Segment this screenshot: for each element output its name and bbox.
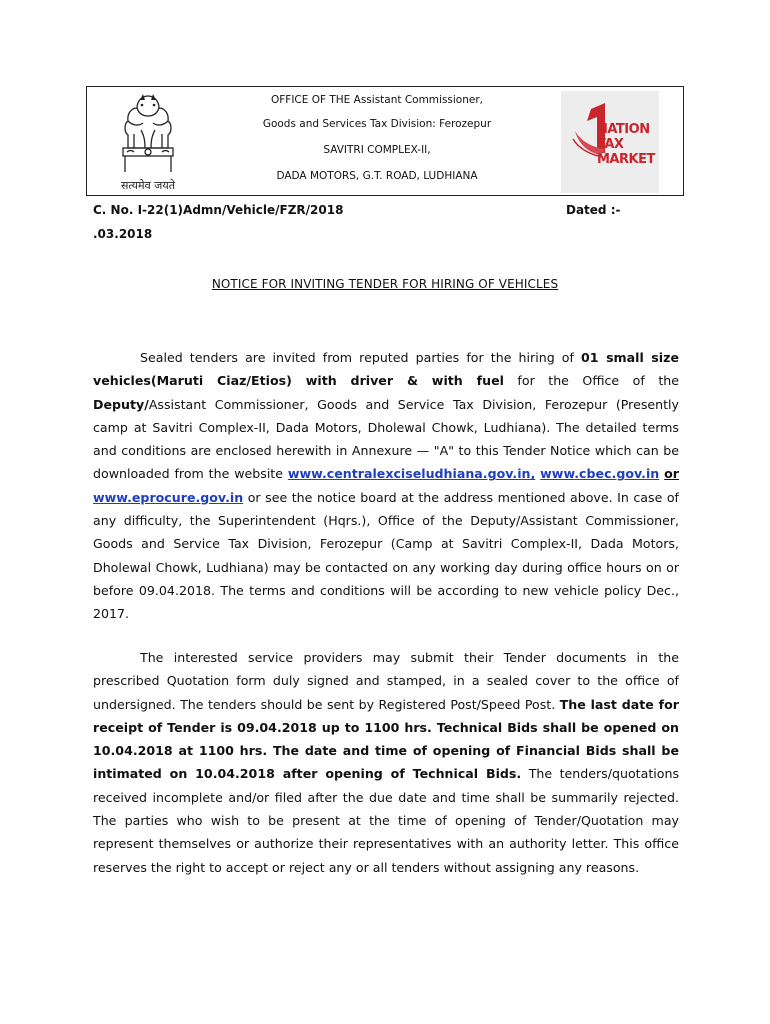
link-eprocure[interactable]: www.eprocure.gov.in bbox=[93, 489, 244, 505]
p1-text-3: Assistant Commissioner, Goods and Service Tax Division, Ferozepur (Presently camp at Savitri Complex-II, Dada Motors, Dholewal Chowk, Ludhiana). The detailed terms and conditions are enclosed herewith in Annexure — "A" to this Tender Notice which can be downloaded from the website bbox=[93, 396, 679, 482]
logo-line-2: TAX bbox=[597, 137, 624, 152]
office-line-1: OFFICE OF THE Assistant Commissioner, bbox=[270, 94, 484, 106]
p1-text-4: or see the notice board at the address mentioned above. In case of any difficulty, the Superintendent (Hqrs.), Office of the Deputy/Assistant Commissioner, Goods and Service Tax Division, Ferozepur (Camp at Savitri Complex-II, Dada Motors, Dholewal Chowk, Ludhiana) may be contacted on any working day during office hours on or before 09.04.2018. The terms and conditions will be according to new vehicle policy Dec., 2017. bbox=[93, 489, 679, 622]
p2-text-2: The tenders/quotations received incomplete and/or filed after the due date and time shall be summarily rejected. The parties who wish to be present at the time of opening of Tender/Quotation may represent themselves or authorize their representatives with an authority letter. This office reserves the right to accept or reject any or all tenders without assigning any reasons. bbox=[93, 766, 680, 875]
office-line-4: DADA MOTORS, G.T. ROAD, LUDHIANA bbox=[276, 170, 478, 182]
paragraph-2 bbox=[93, 646, 679, 879]
link-cbec[interactable]: www.cbec.gov.in bbox=[540, 466, 660, 482]
p2-text-1: The interested service providers may submit their Tender documents in the prescribed Quotation form duly signed and stamped, in a sealed cover to the office of undersigned. The tenders should be sent by Registered Post/Speed Post. bbox=[93, 650, 679, 712]
notice-title: NOTICE FOR INVITING TENDER FOR HIRING OF VEHICLES bbox=[211, 277, 559, 291]
office-line-2: Goods and Services Tax Division: Ferozepur bbox=[262, 118, 492, 130]
letterhead-box bbox=[86, 86, 684, 196]
reference-number: C. No. I-22(1)Admn/Vehicle/FZR/2018 bbox=[93, 203, 344, 217]
p1-bold-1: 01 small size vehicles(Maruti Ciaz/Etios) with driver & with fuel bbox=[93, 350, 679, 389]
logo-line-3: MARKET bbox=[597, 152, 655, 167]
dated-label: Dated :- bbox=[566, 203, 621, 217]
link-centralexcise[interactable]: www.centralexciseludhiana.gov.in, bbox=[287, 466, 536, 482]
p2-bold-1: The last date for receipt of Tender is 09.04.2018 up to 1100 hrs. Technical Bids shall be opened on 10.04.2018 at 1100 hrs. The date and time of opening of Financial Bids shall be intimated on 10.04.2018 after opening of Technical Bids. bbox=[93, 696, 680, 782]
reference-date: .03.2018 bbox=[93, 227, 153, 241]
paragraph-1 bbox=[93, 346, 679, 626]
link-or-text: or bbox=[664, 466, 679, 482]
logo-line-1: NATION bbox=[597, 122, 650, 137]
emblem-motto: सत्यमेव जयते bbox=[120, 179, 175, 192]
p1-text-1: Sealed tenders are invited from reputed parties for the hiring of bbox=[140, 350, 582, 365]
p1-text-2: for the Office of the bbox=[503, 373, 679, 389]
p1-bold-2: Deputy/ bbox=[93, 396, 149, 412]
nation-tax-market-logo bbox=[561, 91, 659, 193]
lion-capital-icon bbox=[115, 90, 181, 176]
state-emblem bbox=[105, 90, 191, 194]
office-line-3: SAVITRI COMPLEX-II, bbox=[323, 144, 431, 156]
